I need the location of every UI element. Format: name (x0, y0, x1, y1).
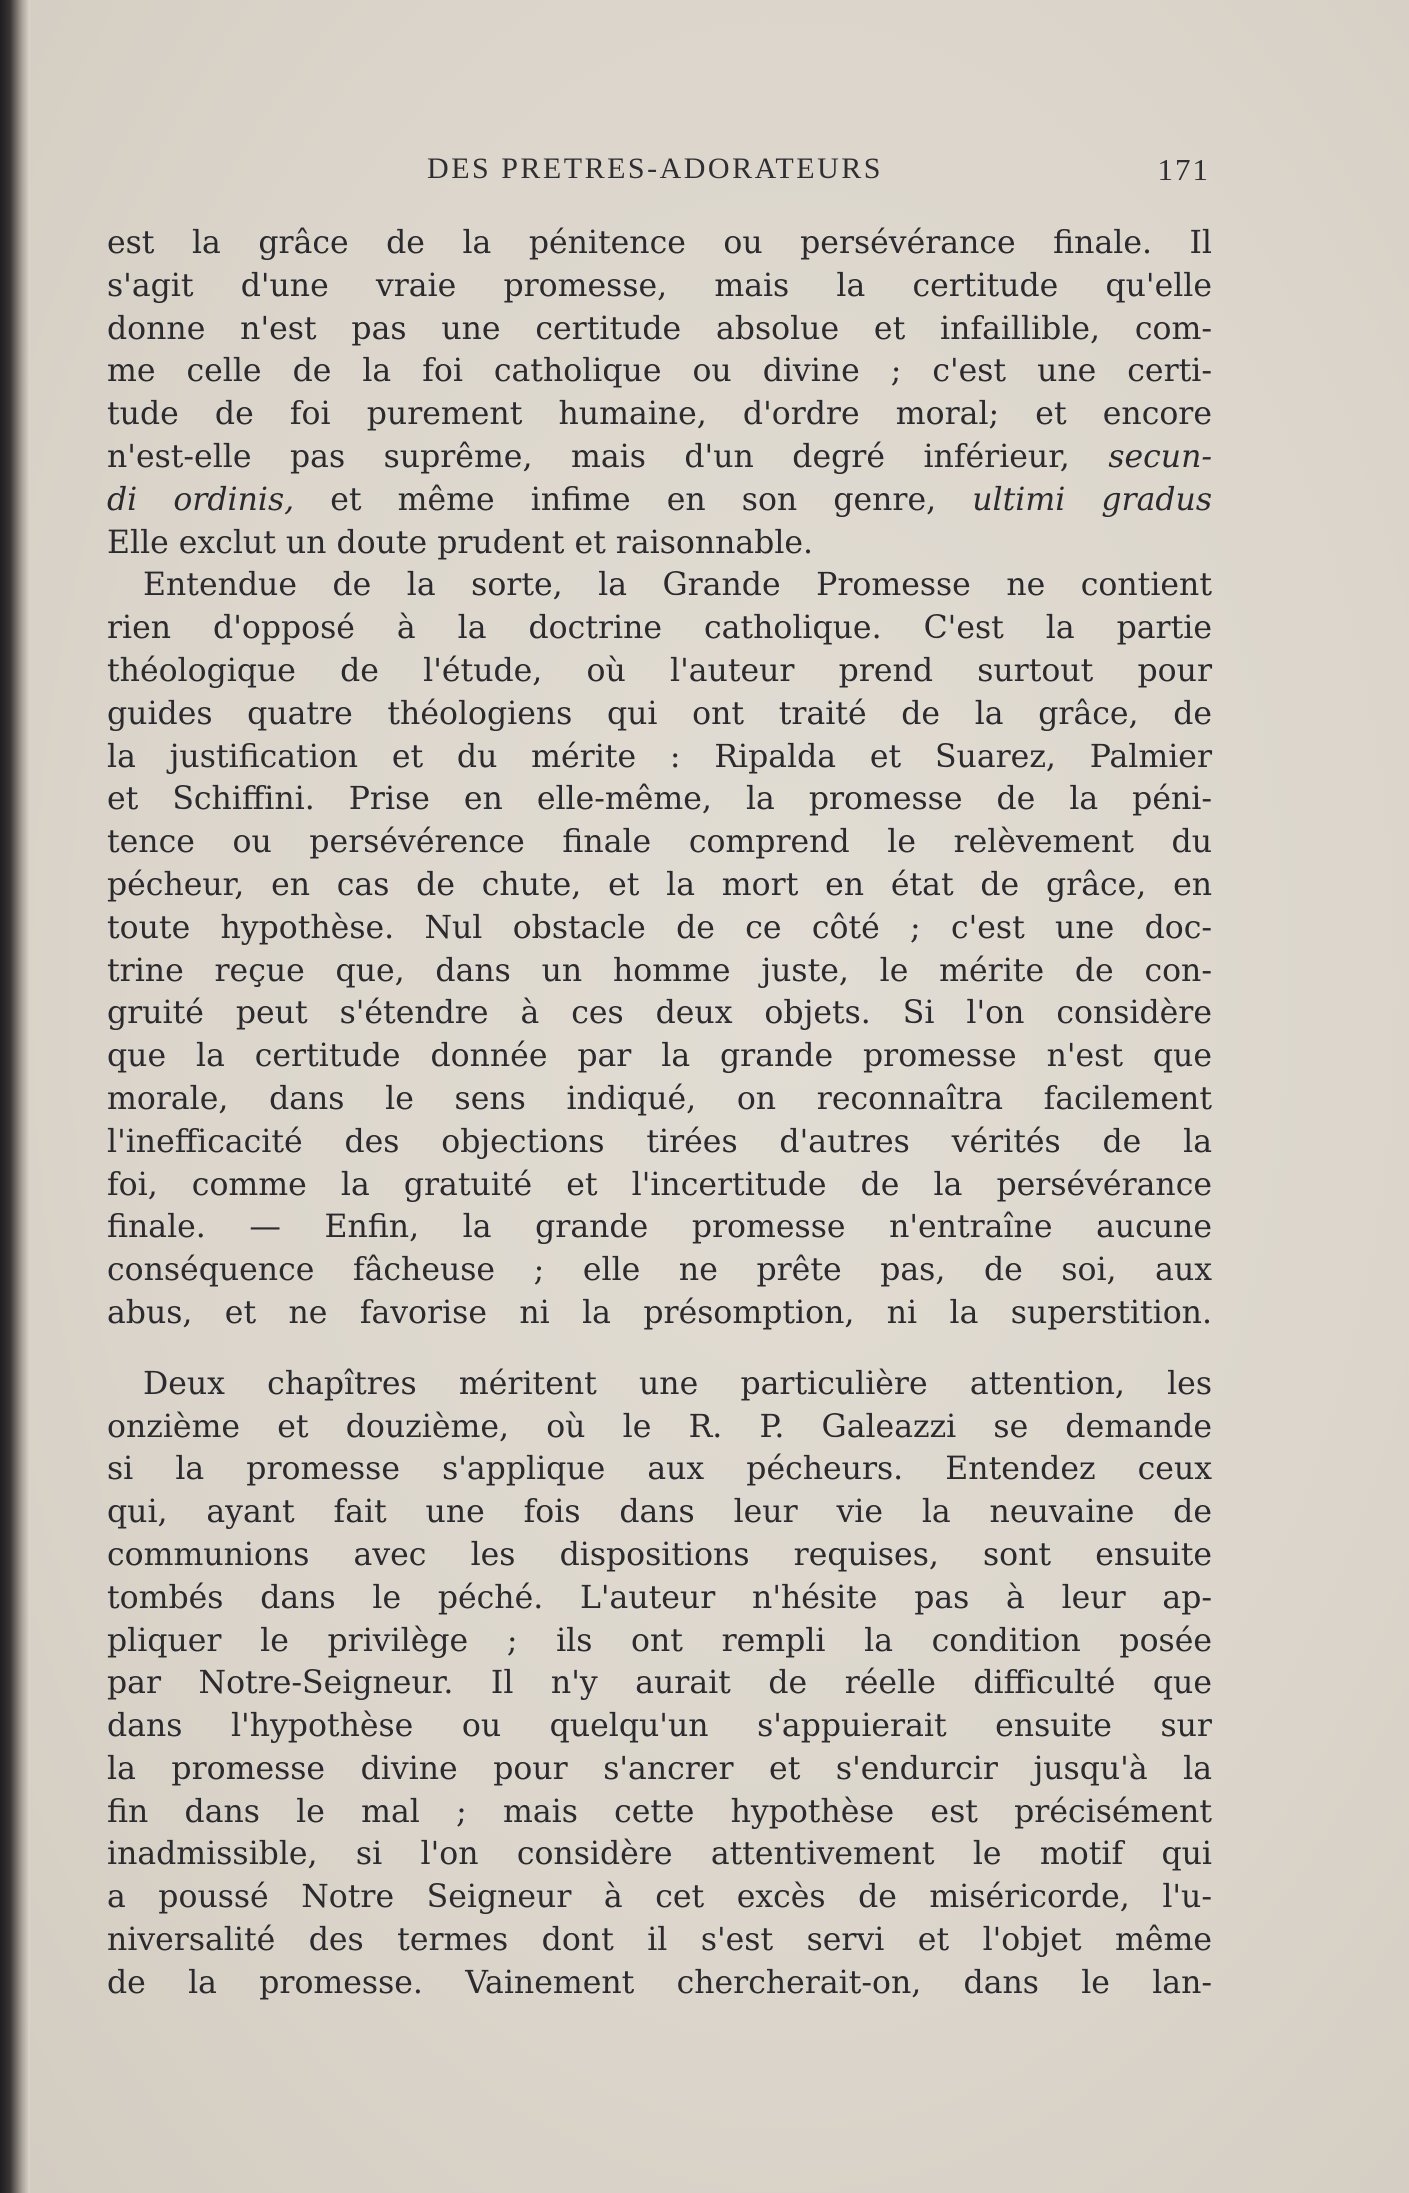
text-line: communions avec les dispositions requises, sont ensuite (107, 1536, 1212, 1573)
running-head: DES PRETRES-ADORATEURS (427, 152, 883, 185)
latin-phrase: di ordinis, (107, 481, 295, 518)
text-line: que la certitude donnée par la grande promesse n'est que (107, 1038, 1212, 1075)
text-line: morale, dans le sens indiqué, on reconnaîtra facilement (107, 1080, 1212, 1117)
page-number: 171 (1157, 152, 1210, 187)
book-binding-shadow (0, 0, 30, 2193)
text-line: Entendue de la sorte, la Grande Promesse ne contient (143, 567, 1212, 604)
text-line: l'inefficacité des objections tirées d'autres vérités de la (107, 1123, 1212, 1160)
text-line: n'est-elle pas suprême, mais d'un degré inférieur, secun- (107, 438, 1212, 475)
text-line: s'agit d'une vraie promesse, mais la certitude qu'elle (107, 267, 1212, 304)
text-line: dans l'hypothèse ou quelqu'un s'appuierait ensuite sur (107, 1708, 1212, 1745)
text-line: niversalité des termes dont il s'est servi et l'objet même (107, 1922, 1212, 1959)
text-line: abus, et ne favorise ni la présomption, ni la superstition. (107, 1294, 1212, 1331)
text-line: tude de foi purement humaine, d'ordre moral; et encore (107, 396, 1212, 433)
text-line: pécheur, en cas de chute, et la mort en état de grâce, en (107, 866, 1212, 903)
text-line: rien d'opposé à la doctrine catholique. C'est la partie (107, 610, 1212, 647)
latin-phrase: secun- (1108, 438, 1212, 475)
text-line: de la promesse. Vainement chercherait-on, dans le lan- (107, 1964, 1212, 2001)
text-line: a poussé Notre Seigneur à cet excès de miséricorde, l'u- (107, 1879, 1212, 1916)
text-line: si la promesse s'applique aux pécheurs. Entendez ceux (107, 1451, 1212, 1488)
text-line: qui, ayant fait une fois dans leur vie la neuvaine de (107, 1494, 1212, 1531)
text-line: tombés dans le péché. L'auteur n'hésite pas à leur ap- (107, 1579, 1212, 1616)
text-line: par Notre-Seigneur. Il n'y aurait de réelle difficulté que (107, 1665, 1212, 1702)
text-line: donne n'est pas une certitude absolue et infaillible, com- (107, 310, 1212, 347)
text-line: me celle de la foi catholique ou divine ; c'est une certi- (107, 353, 1212, 390)
text-line: guides quatre théologiens qui ont traité de la grâce, de (107, 695, 1212, 732)
text-line: di ordinis, et même infime en son genre, ultimi gradus (107, 481, 1213, 518)
text-line: finale. — Enfin, la grande promesse n'entraîne aucune (107, 1209, 1212, 1246)
text-line: fin dans le mal ; mais cette hypothèse est précisément (107, 1793, 1212, 1830)
text-line: la justification et du mérite : Ripalda et Suarez, Palmier (107, 738, 1212, 775)
text-line: Elle exclut un doute prudent et raisonnable. (107, 524, 814, 561)
text-line: onzième et douzième, où le R. P. Galeazzi se demande (107, 1408, 1212, 1445)
paragraph-1 (107, 222, 1212, 564)
latin-phrase: ultimi gradus (972, 481, 1213, 518)
body-text (107, 222, 1212, 2005)
paragraph-3 (107, 1363, 1212, 2005)
text-line: inadmissible, si l'on considère attentivement le motif qui (107, 1836, 1212, 1873)
text-line: et Schiffini. Prise en elle-même, la promesse de la péni- (107, 781, 1212, 818)
text-line: théologique de l'étude, où l'auteur prend surtout pour (107, 652, 1212, 689)
paragraph-2 (107, 564, 1212, 1334)
text-line: Deux chapîtres méritent une particulière attention, les (143, 1365, 1212, 1402)
text-line: toute hypothèse. Nul obstacle de ce côté ; c'est une doc- (107, 909, 1212, 946)
page-header (100, 152, 1210, 192)
paragraph-gap (107, 1335, 1212, 1363)
text-line: conséquence fâcheuse ; elle ne prête pas, de soi, aux (107, 1252, 1212, 1289)
text-line: tence ou persévérence finale comprend le relèvement du (107, 824, 1212, 861)
text-line: trine reçue que, dans un homme juste, le mérite de con- (107, 952, 1212, 989)
book-page (30, 0, 1409, 2193)
text-line: foi, comme la gratuité et l'incertitude de la persévérance (107, 1166, 1212, 1203)
text-line: est la grâce de la pénitence ou persévérance finale. Il (107, 225, 1212, 261)
text-line: pliquer le privilège ; ils ont rempli la condition posée (107, 1622, 1212, 1659)
text-line: gruité peut s'étendre à ces deux objets. Si l'on considère (107, 995, 1212, 1032)
text-line: la promesse divine pour s'ancrer et s'endurcir jusqu'à la (107, 1750, 1212, 1787)
